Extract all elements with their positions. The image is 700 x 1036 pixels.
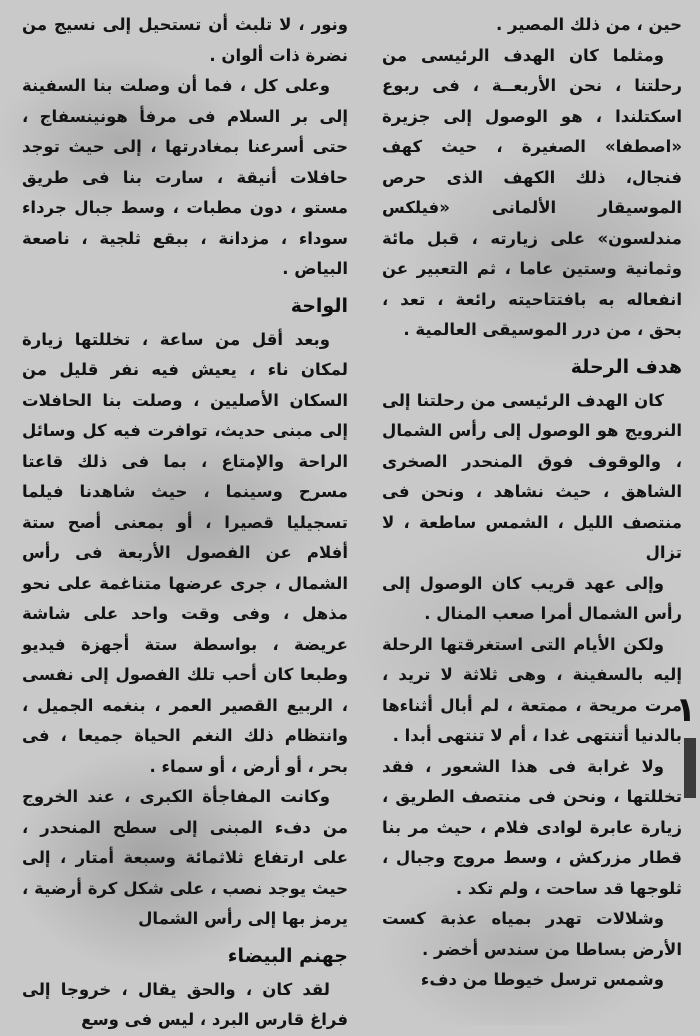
- paragraph: ومثلما كان الهدف الرئيسى من رحلتنا ، نحن الأربعــة ، فى ربوع اسكتلندا ، هو الوصول إلى جزيرة «اصطفا» الصغيرة ، حيث كهف فنجال، ذلك الكهف الذى حرص الموسيقار الألمانى «فيلكس مندلسون» على زيارته ، قبل مائة وثمانية وستين عاما ، ثم التعبير عن انفعاله به بافتتاحيته رائعة ، تعد ، بحق ، من درر الموسيقى العالمية .: [382, 45, 682, 339]
- paragraph: وشلالات تهدر بمياه عذبة كست الأرض بساطا من سندس أخضر .: [382, 909, 682, 959]
- paragraph: وبعد أقل من ساعة ، تخللتها زيارة لمكان ناء ، يعيش فيه نفر قليل من السكان الأصليين ، وصلت بنا الحافلات إلى مبنى حديث، توافرت فيه كل وسائل الراحة والإمتاع ، بما فى ذلك قاعتا مسرح وسينما ، حيث شاهدنا فيلما تسجيليا قصيرا ، أو بمعنى أصح ستة أفلام عن الفصول الأربعة فى رأس الشمال ، جرى عرضها متناغمة على نحو مذهل ، وفى وقت واحد على شاشة عريضة ، بواسطة ستة أجهزة فيديو وطبعا كان أحب تلك الفصول إلى نفسى ، الربيع القصير العمر ، بنغمه الجميل ، وانتظام ذلك النغم الحياة جميعا ، فى بحر ، أو أرض ، أو سماء .: [22, 329, 348, 776]
- paragraph: وشمس ترسل خيوطا من دفء: [420, 970, 664, 989]
- paragraph: لقد كان ، والحق يقال ، خروجا إلى فراغ قارس البرد ، ليس فى وسع: [22, 979, 348, 1029]
- paragraph: وإلى عهد قريب كان الوصول إلى رأس الشمال أمرا صعب المنال .: [382, 573, 682, 623]
- paragraph: وعلى كل ، فما أن وصلت بنا السفينة إلى بر السلام فى مرفأ هونينسفاج ، حتى أسرعنا بمغادرتها ، إلى حيث توجد حافلات أنيقة ، سارت بنا فى طريق مستو ، دون مطبات ، وسط جبال جرداء سوداء ، مزدانة ، ببقع ثلجية ، ناصعة البياض .: [22, 76, 348, 278]
- section-tab-marker: [684, 738, 696, 798]
- paragraph: ونور ، لا تلبث أن تستحيل إلى نسيج من نضرة ذات ألوان .: [22, 15, 348, 65]
- page-sidebar: [675, 690, 696, 1020]
- paragraph: ولكن الأيام التى استغرقتها الرحلة إليه بالسفينة ، وهى ثلاثة لا تريد ، مرت مريحة ، ممتعة ، لم أبال أثناءها بالدنيا أتنتهى غدا ، أم لا تنتهى أبدا .: [382, 634, 682, 745]
- left-column: [22, 10, 348, 1036]
- page-number: ١: [675, 690, 696, 730]
- paragraph: ولا غرابة فى هذا الشعور ، فقد تخللتها ، ونحن فى منتصف الطريق ، زيارة عابرة لوادى فلام ، حيث مر بنا قطار مزركش ، وسط مروج وجبال ، ثلوجها قد ساحت ، ولم تكد .: [382, 756, 682, 898]
- paragraph: وكانت المفاجأة الكبرى ، عند الخروج من دفء المبنى إلى سطح المنحدر ، على ارتفاع ثلاثمائة وسبعة أمتار ، إلى حيث يوجد نصب ، على شكل كرة أرضية ، يرمز بها إلى رأس الشمال: [22, 787, 348, 928]
- section-heading: هدف الرحلة: [570, 355, 682, 378]
- paragraph: كان الهدف الرئيسى من رحلتنا إلى النرويج هو الوصول إلى رأس الشمال ، والوقوف فوق المنحدر الصخرى الشاهق ، حيث نشاهد ، ونحن فى منتصف الليل ، الشمس ساطعة ، لا تزال: [382, 390, 682, 562]
- right-column: [382, 10, 682, 996]
- section-heading: الواحة: [290, 294, 348, 317]
- section-heading: جهنم البيضاء: [227, 944, 348, 967]
- paragraph: حين ، من ذلك المصير .: [496, 15, 682, 34]
